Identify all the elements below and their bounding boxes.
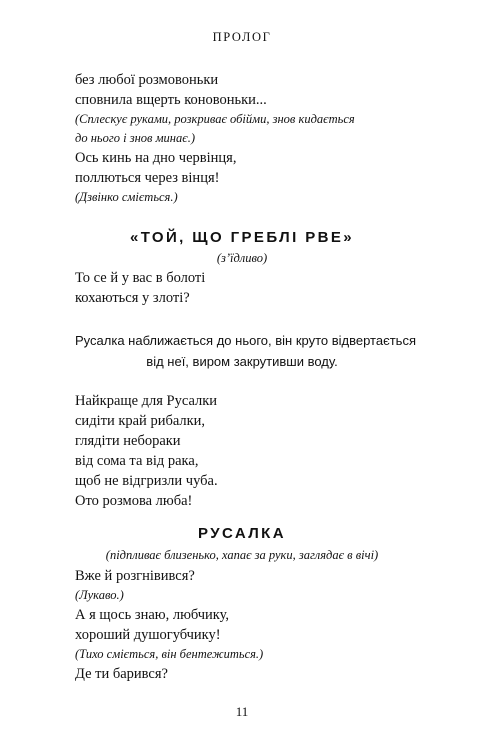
speaker-heading: РУСАЛКА (198, 525, 286, 542)
verse-line: сидіти край рибалки, (75, 413, 206, 429)
verse-block-1 (75, 70, 415, 207)
stage-direction: до нього і знов минає.) (75, 131, 195, 145)
page-number: 11 (235, 704, 249, 719)
verse-line: То се й у вас в болоті (75, 270, 206, 286)
stage-direction: (Сплескує руками, розкриває обійми, знов кидається (75, 112, 355, 126)
verse-line: від сома та від рака, (75, 453, 199, 469)
stage-direction: (Лукаво.) (75, 588, 124, 602)
verse-block-2 (75, 268, 415, 308)
verse-line: Найкраще для Русалки (75, 393, 218, 409)
verse-line: Де ти барився? (75, 666, 168, 682)
verse-block-3 (75, 391, 415, 511)
speaker-heading: «ТОЙ, ЩО ГРЕБЛІ РВЕ» (129, 229, 354, 246)
verse-line: Ото розмова люба! (75, 493, 193, 509)
verse-line: А я щось знаю, любчику, (75, 607, 230, 623)
speaker-direction: (з’їдливо) (216, 251, 268, 265)
prose-stage-direction (75, 330, 416, 372)
stage-direction: (Дзвінко сміється.) (75, 190, 178, 204)
verse-line: Ось кинь на дно червінця, (75, 150, 237, 166)
verse-line: хороший душогубчику! (75, 627, 221, 643)
verse-line: Вже й розгнівився? (75, 568, 195, 584)
verse-line: щоб не відгризли чуба. (75, 473, 218, 489)
prose-line: від неї, виром закрутивши воду. (146, 354, 338, 369)
prose-line: Русалка наближається до нього, він круто відвертається (75, 333, 416, 348)
verse-line: сповнила вщерть коновоньки... (75, 92, 267, 108)
stage-direction: (Тихо сміється, він бентежиться.) (75, 647, 264, 661)
verse-line: кохаються у злоті? (75, 290, 190, 306)
speaker-direction: (підпливає близенько, хапає за руки, заглядає в вічі) (105, 548, 379, 562)
verse-line: без любої розмовоньки (75, 72, 219, 88)
verse-line: поллються через вінця! (75, 170, 220, 186)
verse-block-4 (75, 566, 415, 684)
running-head: ПРОЛОГ (212, 30, 272, 44)
verse-line: глядіти небораки (75, 433, 181, 449)
